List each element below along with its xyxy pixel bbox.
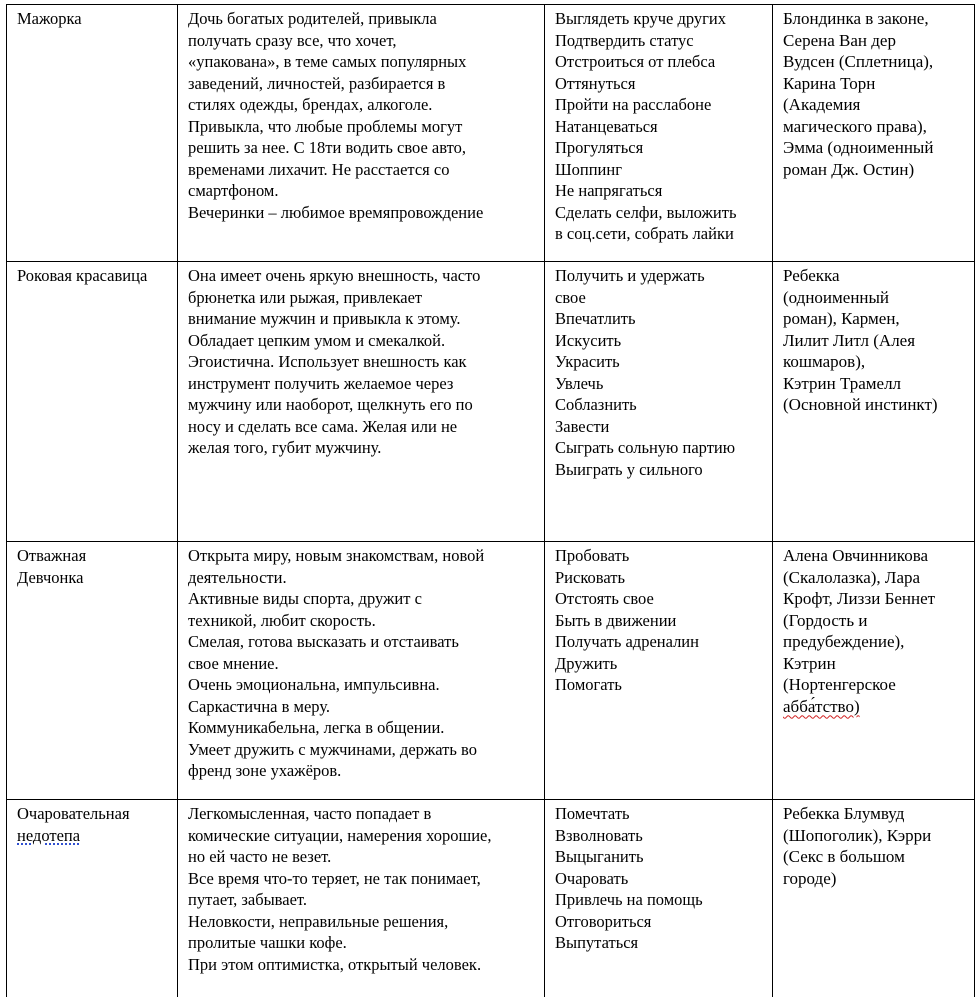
- goal-line: Сыграть сольную партию: [555, 437, 762, 459]
- example-line: (Гордость и: [783, 610, 964, 632]
- goals-cell: [545, 542, 773, 800]
- description-line: Эгоистична. Использует внешность как: [188, 351, 534, 373]
- description-line: пролитые чашки кофе.: [188, 932, 534, 954]
- example-line: Эмма (одноименный: [783, 137, 964, 159]
- goal-line: Получать адреналин: [555, 631, 762, 653]
- archetype-name: Девчонка: [17, 567, 167, 589]
- goals-cell: [545, 800, 773, 997]
- goal-line: Выиграть у сильного: [555, 459, 762, 481]
- example-line: городе): [783, 868, 964, 890]
- goal-line: Пробовать: [555, 545, 762, 567]
- example-line: (Основной инстинкт): [783, 394, 964, 416]
- examples-cell: [773, 542, 975, 800]
- description-line: внимание мужчин и привыкла к этому.: [188, 308, 534, 330]
- description-line: техникой, любит скорость.: [188, 610, 534, 632]
- description-line: смартфоном.: [188, 180, 534, 202]
- example-line: предубеждение),: [783, 631, 964, 653]
- description-line: стилях одежды, брендах, алкоголе.: [188, 94, 534, 116]
- description-line: деятельности.: [188, 567, 534, 589]
- goal-line: Дружить: [555, 653, 762, 675]
- goal-line: Не напрягаться: [555, 180, 762, 202]
- description-line: Неловкости, неправильные решения,: [188, 911, 534, 933]
- example-line: (Нортенгерское: [783, 674, 964, 696]
- goal-line: Очаровать: [555, 868, 762, 890]
- example-line: Крофт, Лиззи Беннет: [783, 588, 964, 610]
- example-line: (Скалолазка), Лара: [783, 567, 964, 589]
- description-line: временами лихачит. Не расстается со: [188, 159, 534, 181]
- goal-line: Соблазнить: [555, 394, 762, 416]
- archetype-name-cell: [7, 800, 178, 997]
- goal-line: Увлечь: [555, 373, 762, 395]
- description-line: свое мнение.: [188, 653, 534, 675]
- goals-cell: [545, 5, 773, 262]
- description-line: заведений, личностей, разбирается в: [188, 73, 534, 95]
- goal-line: Украсить: [555, 351, 762, 373]
- table-row: [7, 5, 975, 262]
- table-row: [7, 262, 975, 542]
- goal-line: Подтвердить статус: [555, 30, 762, 52]
- example-line: Алена Овчинникова: [783, 545, 964, 567]
- description-line: Активные виды спорта, дружит с: [188, 588, 534, 610]
- archetype-name: Мажорка: [17, 8, 167, 30]
- example-line: (Шопоголик), Кэрри: [783, 825, 964, 847]
- example-line: Кэтрин Трамелл: [783, 373, 964, 395]
- description-line: френд зоне ухажёров.: [188, 760, 534, 782]
- goal-line: Помечтать: [555, 803, 762, 825]
- description-line: путает, забывает.: [188, 889, 534, 911]
- example-line: Вудсен (Сплетница),: [783, 51, 964, 73]
- description-line: получать сразу все, что хочет,: [188, 30, 534, 52]
- description-line: желая того, губит мужчину.: [188, 437, 534, 459]
- archetype-name-cell: [7, 5, 178, 262]
- goal-line: Завести: [555, 416, 762, 438]
- description-line: решить за нее. С 18ти водить свое авто,: [188, 137, 534, 159]
- example-line: (Академия: [783, 94, 964, 116]
- description-line: Вечеринки – любимое времяпровождение: [188, 202, 534, 224]
- examples-cell: [773, 5, 975, 262]
- description-line: инструмент получить желаемое через: [188, 373, 534, 395]
- goal-line: Прогуляться: [555, 137, 762, 159]
- archetype-name-cell: [7, 542, 178, 800]
- examples-cell: [773, 800, 975, 997]
- goal-line: Отстроиться от плебса: [555, 51, 762, 73]
- goal-line: Пройти на расслабоне: [555, 94, 762, 116]
- goal-line: Отговориться: [555, 911, 762, 933]
- goal-line: Впечатлить: [555, 308, 762, 330]
- description-line: При этом оптимистка, открытый человек.: [188, 954, 534, 976]
- description-line: мужчину или наоборот, щелкнуть его по: [188, 394, 534, 416]
- example-line: роман), Кармен,: [783, 308, 964, 330]
- goal-line: Натанцеваться: [555, 116, 762, 138]
- archetype-name-cell: [7, 262, 178, 542]
- example-line: (одноименный: [783, 287, 964, 309]
- description-line: «упакована», в теме самых популярных: [188, 51, 534, 73]
- example-line: Карина Торн: [783, 73, 964, 95]
- goal-line: Рисковать: [555, 567, 762, 589]
- description-line: но ей часто не везет.: [188, 846, 534, 868]
- description-cell: [178, 5, 545, 262]
- description-line: Смелая, готова высказать и отстаивать: [188, 631, 534, 653]
- goal-line: Получить и удержать: [555, 265, 762, 287]
- goal-line: Выцыганить: [555, 846, 762, 868]
- example-line: Ребекка: [783, 265, 964, 287]
- example-line: Серена Ван дер: [783, 30, 964, 52]
- description-line: Открыта миру, новым знакомствам, новой: [188, 545, 534, 567]
- example-line: Блондинка в законе,: [783, 8, 964, 30]
- example-line: кошмаров),: [783, 351, 964, 373]
- goal-line: Выпутаться: [555, 932, 762, 954]
- example-line: Ребекка Блумвуд: [783, 803, 964, 825]
- example-line: Лилит Литл (Алея: [783, 330, 964, 352]
- description-line: Обладает цепким умом и смекалкой.: [188, 330, 534, 352]
- goal-line: Шоппинг: [555, 159, 762, 181]
- description-line: Очень эмоциональна, импульсивна.: [188, 674, 534, 696]
- example-line: Кэтрин: [783, 653, 964, 675]
- archetype-name: Очаровательная: [17, 803, 167, 825]
- description-line: Привыкла, что любые проблемы могут: [188, 116, 534, 138]
- description-line: брюнетка или рыжая, привлекает: [188, 287, 534, 309]
- goal-line: Помогать: [555, 674, 762, 696]
- goal-line: в соц.сети, собрать лайки: [555, 223, 762, 245]
- description-line: Саркастична в меру.: [188, 696, 534, 718]
- goal-line: Искусить: [555, 330, 762, 352]
- archetype-name: Отважная: [17, 545, 167, 567]
- description-line: Она имеет очень яркую внешность, часто: [188, 265, 534, 287]
- description-line: Дочь богатых родителей, привыкла: [188, 8, 534, 30]
- goal-line: Быть в движении: [555, 610, 762, 632]
- description-line: Коммуникабельна, легка в общении.: [188, 717, 534, 739]
- description-line: Все время что-то теряет, не так понимает,: [188, 868, 534, 890]
- example-line: абба́тство): [783, 696, 964, 718]
- goal-line: Привлечь на помощь: [555, 889, 762, 911]
- description-line: комические ситуации, намерения хорошие,: [188, 825, 534, 847]
- examples-cell: [773, 262, 975, 542]
- goal-line: Отстоять свое: [555, 588, 762, 610]
- description-line: Умеет дружить с мужчинами, держать во: [188, 739, 534, 761]
- goal-line: Оттянуться: [555, 73, 762, 95]
- description-cell: [178, 542, 545, 800]
- description-line: носу и сделать все сама. Желая или не: [188, 416, 534, 438]
- example-line: роман Дж. Остин): [783, 159, 964, 181]
- archetype-name: недотепа: [17, 825, 167, 847]
- example-line: магического права),: [783, 116, 964, 138]
- description-cell: [178, 800, 545, 997]
- goal-line: Сделать селфи, выложить: [555, 202, 762, 224]
- example-line: (Секс в большом: [783, 846, 964, 868]
- goal-line: Взволновать: [555, 825, 762, 847]
- goals-cell: [545, 262, 773, 542]
- table-row: [7, 800, 975, 997]
- table-row: [7, 542, 975, 800]
- description-cell: [178, 262, 545, 542]
- description-line: Легкомысленная, часто попадает в: [188, 803, 534, 825]
- archetype-name: Роковая красавица: [17, 265, 167, 287]
- goal-line: свое: [555, 287, 762, 309]
- goal-line: Выглядеть круче других: [555, 8, 762, 30]
- archetype-table: [6, 4, 975, 997]
